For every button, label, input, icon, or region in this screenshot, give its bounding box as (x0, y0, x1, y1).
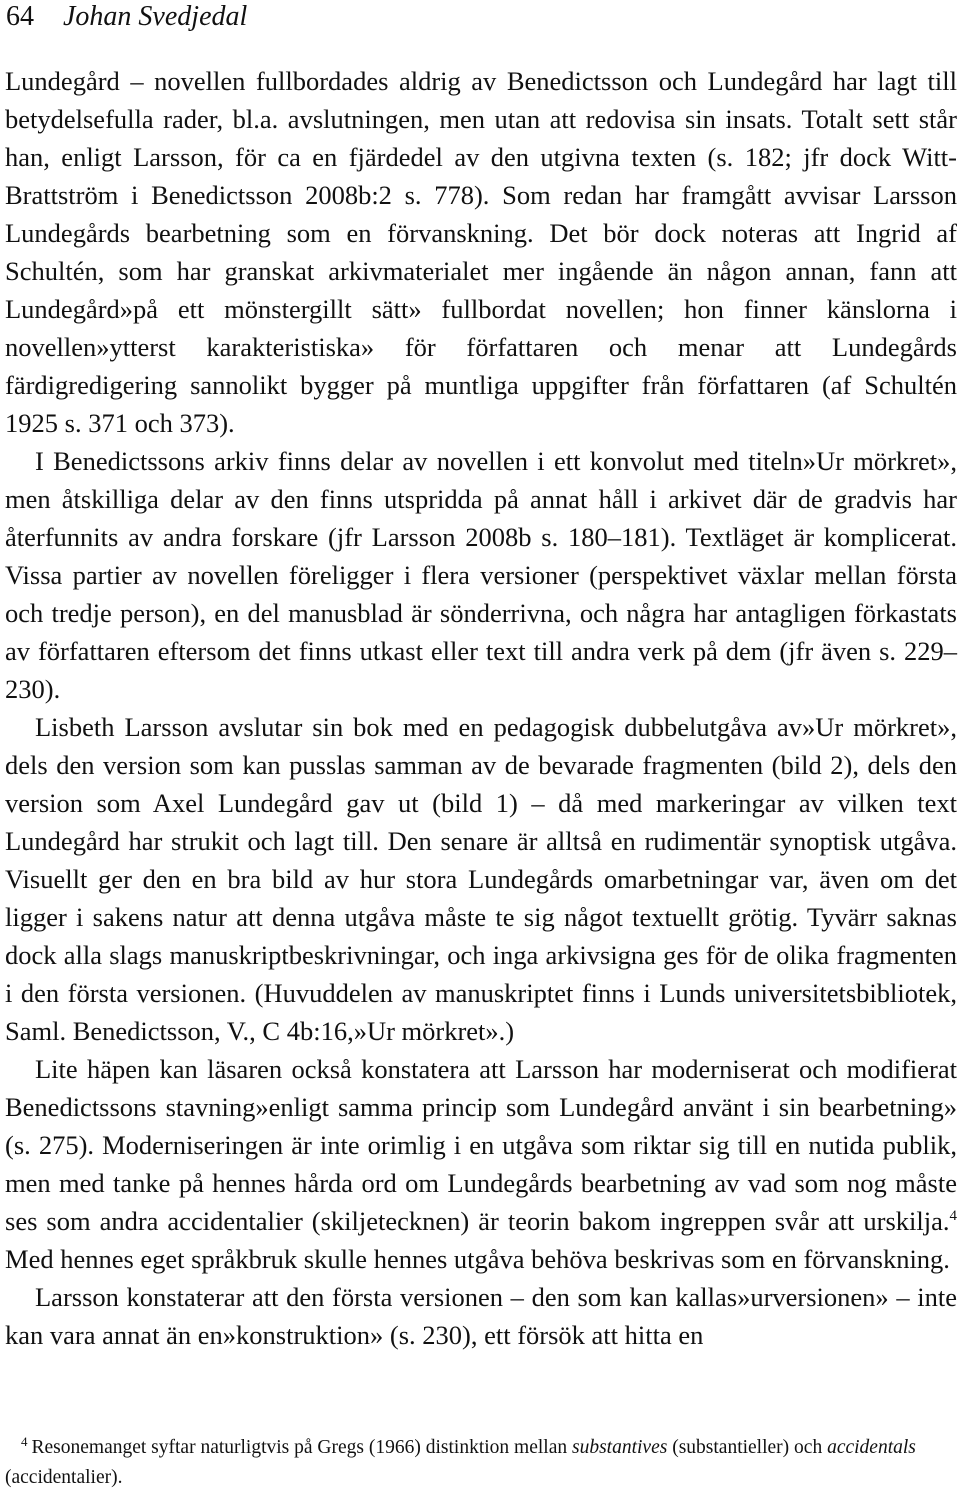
footnote-text-1: Resonemanget syftar naturligtvis på Gregs (1966) distinktion mellan (31, 1437, 572, 1458)
paragraph-1: Lundegård – novellen fullbordades aldrig av Benedictsson och Lundegård har lagt till betydelsefulla rader, bl.a. avslutningen, men utan att redovisa sin insats. Totalt sett står han, enligt Larsson, för ca en fjärdedel av den utgivna texten (s. 182; jfr dock Witt-Brattström i Benedictsson 2008b:2 s. 778). Som redan har framgått avvisar Larsson Lundegårds bearbetning som en förvanskning. Det bör dock noteras att Ingrid af Schultén, som har granskat arkivmaterialet mer ingående än någon annan, fann att Lundegård»på ett mönstergillt sätt» fullbordat novellen; hon finner känslorna i novellen»ytterst karakteristiska» för författaren och menar att Lundegårds färdigredigering sannolikt bygger på muntliga uppgifter från författaren (af Schultén 1925 s. 371 och 373). (5, 66, 957, 438)
paragraph-4-tail: Med hennes eget språkbruk skulle hennes utgåva behöva beskrivas som en förvanskning. (5, 1244, 950, 1274)
footnote-reference: 4 (949, 1208, 957, 1225)
footnote-term-accidentals: accidentals (827, 1437, 916, 1458)
footnote-mark: 4 (21, 1433, 28, 1449)
running-header (6, 0, 946, 34)
paragraph-4 (5, 1050, 957, 1278)
paragraph-4-text: Lite häpen kan läsaren också konstatera att Larsson har moderniserat och modifierat Benedictssons stavning»enligt samma princip som Lundegård använt i sin bearbetning» (s. 275). Moderniseringen är inte orimlig i en utgåva som riktar sig till en nutida publik, men med tanke på hennes hårda ord om Lundegårds bearbetning av vad som nog måste ses som andra accidentalier (skiljetecknen) är teorin bakom ingreppen svår att urskilja. (5, 1054, 957, 1236)
footnote-text-3: (accidentalier). (5, 1467, 123, 1488)
running-title: Johan Svedjedal (63, 1, 248, 32)
footnote (5, 1433, 957, 1493)
footnote-term-substantives: substantives (571, 1437, 668, 1458)
paragraph-3: Lisbeth Larsson avslutar sin bok med en pedagogisk dubbelutgåva av»Ur mörkret», dels den version som kan pusslas samman av de bevarade fragmenten (bild 2), dels den version som Axel Lundegård gav ut (bild 1) – då med markeringar av vilken text Lundegård har strukit och lagt till. Den senare är alltså en rudimentär synoptisk utgåva. Visuellt ger den en bra bild av hur stora Lundegårds omarbetningar var, även om det ligger i sakens natur att denna utgåva måste te sig något textuellt grötig. Tyvärr saknas dock alla slags manuskriptbeskrivningar, och inga arkivsigna ges för de olika fragmenten i den första versionen. (Huvuddelen av manuskriptet finns i Lunds universitetsbibliotek, Saml. Benedictsson, V., C 4b:16,»Ur mörkret».) (5, 712, 957, 1046)
paragraph-5: Larsson konstaterar att den första versionen – den som kan kallas»urversionen» – inte kan vara annat än en»konstruktion» (s. 230), ett försök att hitta en (5, 1282, 957, 1350)
paragraph-2: I Benedictssons arkiv finns delar av novellen i ett konvolut med titeln»Ur mörkret», men åtskilliga delar av den finns utspridda på annat håll i arkivet där de gradvis har återfunnits av andra forskare (jfr Larsson 2008b s. 180–181). Textläget är komplicerat. Vissa partier av novellen föreligger i flera versioner (perspektivet växlar mellan första och tredje person), en del manusblad är sönderrivna, och några har antagligen förkastats av författaren eftersom det finns utkast eller text till andra verk på dem (jfr även s. 229–230). (5, 446, 957, 704)
body-text (5, 62, 957, 1354)
footnote-text-2: (substantieller) och (667, 1437, 828, 1458)
page-number: 64 (6, 1, 34, 32)
